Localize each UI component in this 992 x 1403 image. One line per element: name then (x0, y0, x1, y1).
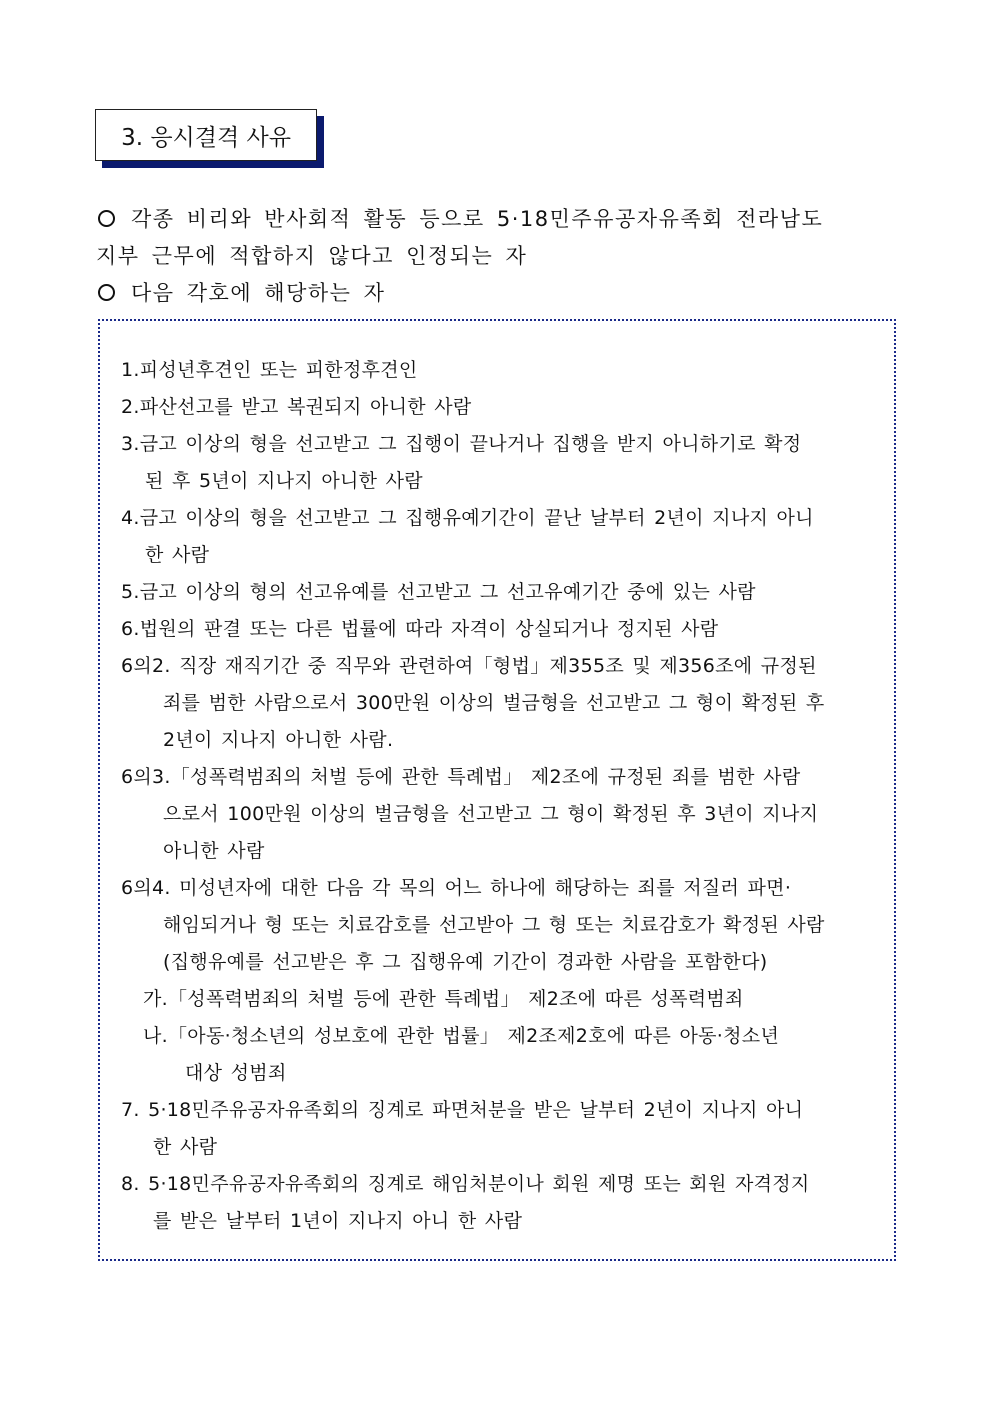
intro-bullet-1-text: 각종 비리와 반사회적 활동 등으로 5·18민주유공자유족회 전라남도 (131, 207, 824, 231)
list-item-8: 8. 5·18민주유공자유족회의 징계로 해임처분이나 회원 제명 또는 회원 자격정지 (121, 1173, 810, 1195)
list-item-7: 7. 5·18민주유공자유족회의 징계로 파면처분을 받은 날부터 2년이 지나지 아니 (121, 1099, 804, 1121)
list-item-6-2: 6의2. 직장 재직기간 중 직무와 관련하여「형법」제355조 및 제356조에 규정된 (121, 655, 817, 677)
intro-bullet-2 (98, 277, 385, 307)
list-item-2: 2.파산선고를 받고 복권되지 아니한 사람 (121, 396, 472, 418)
list-item-8-continued: 를 받은 날부터 1년이 지나지 아니 한 사람 (153, 1210, 523, 1232)
list-item-6-4: 6의4. 미성년자에 대한 다음 각 목의 어느 하나에 해당하는 죄를 저질러 파면· (121, 877, 792, 899)
list-item-4-continued: 한 사람 (145, 544, 210, 566)
intro-bullet-2-text: 다음 각호에 해당하는 자 (131, 281, 386, 305)
sub-item-na-continued: 대상 성범죄 (185, 1062, 287, 1084)
list-item-1: 1.피성년후견인 또는 피한정후견인 (121, 359, 418, 381)
intro-bullet-1-continued: 지부 근무에 적합하지 않다고 인정되는 자 (96, 244, 528, 268)
intro-bullet-1 (98, 203, 823, 233)
list-item-6-2-continued: 죄를 범한 사람으로서 300만원 이상의 벌금형을 선고받고 그 형이 확정된 후 (163, 692, 825, 714)
section-title-box (95, 109, 317, 161)
list-item-4: 4.금고 이상의 형을 선고받고 그 집행유예기간이 끝난 날부터 2년이 지나지 아니 (121, 507, 814, 529)
list-item-5: 5.금고 이상의 형의 선고유예를 선고받고 그 선고유예기간 중에 있는 사람 (121, 581, 756, 603)
list-item-6-4-continued: 해임되거나 형 또는 치료감호를 선고받아 그 형 또는 치료감호가 확정된 사람 (163, 914, 825, 936)
sub-item-ga: 가.「성폭력범죄의 처벌 등에 관한 특례법」 제2조에 따른 성폭력범죄 (143, 988, 744, 1010)
list-item-3: 3.금고 이상의 형을 선고받고 그 집행이 끝나거나 집행을 받지 아니하기로 확정 (121, 433, 802, 455)
circle-bullet-icon (98, 284, 115, 301)
list-item-6-2-continued-2: 2년이 지나지 아니한 사람. (163, 729, 394, 751)
sub-item-na: 나.「아동·청소년의 성보호에 관한 법률」 제2조제2호에 따른 아동·청소년 (143, 1025, 780, 1047)
list-item-6: 6.법원의 판결 또는 다른 법률에 따라 자격이 상실되거나 정지된 사람 (121, 618, 719, 640)
list-item-6-3: 6의3.「성폭력범죄의 처벌 등에 관한 특례법」 제2조에 규정된 죄를 범한 사람 (121, 766, 801, 788)
list-item-6-4-continued-2: (집행유예를 선고받은 후 그 집행유예 기간이 경과한 사람을 포함한다) (163, 951, 768, 973)
list-item-6-3-continued-2: 아니한 사람 (163, 840, 265, 862)
section-title: 3. 응시결격 사유 (95, 109, 317, 161)
list-item-7-continued: 한 사람 (153, 1136, 218, 1158)
list-item-3-continued: 된 후 5년이 지나지 아니한 사람 (145, 470, 423, 492)
list-item-6-3-continued: 으로서 100만원 이상의 벌금형을 선고받고 그 형이 확정된 후 3년이 지나지 (163, 803, 819, 825)
circle-bullet-icon (98, 210, 115, 227)
